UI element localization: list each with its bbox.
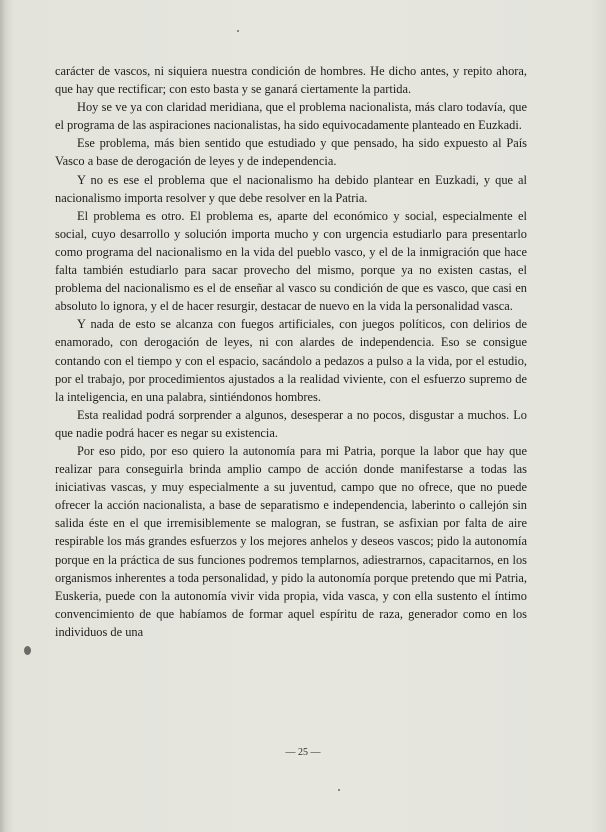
ink-speck — [338, 789, 340, 791]
body-text — [55, 62, 527, 641]
paragraph: carácter de vascos, ni siquiera nuestra condición de hombres. He dicho antes, y repito ahora, que hay que rectificar; con esto basta y se ganará ciertamente la partida. — [55, 64, 527, 97]
page-number: — 25 — — [285, 747, 321, 758]
paragraph: El problema es otro. El problema es, aparte del económico y social, especialmente el social, cuyo desarrollo y solución importa mucho y con urgencia estudiarlo para presentarlo como programa del nacionalismo en la vida del pueblo vasco, y el de la inmigración que hace falta también estudiarlo para sacar provecho del mismo, porque ya no existen castas, el problema del nacionalismo es el de enseñar al vasco su condición de que es vasco, que casi en absoluto lo ignora, y el de hacer resurgir, destacar de nuevo en la vida la personalidad vasca. — [55, 208, 527, 314]
paragraph: Y nada de esto se alcanza con fuegos artificiales, con juegos políticos, con delirios de enamorado, con derogación de leyes, ni con alardes de independencia. Eso se consigue contando con el tiempo y con el espacio, sacándolo a pedazos a pulso a la vida, por el estudio, por el trabajo, por procedimientos ajustados a la realidad viviente, con el esfuerzo supremo de la inteligencia, en una palabra, sintiéndonos hombres. — [55, 317, 527, 404]
paragraph: Por eso pido, por eso quiero la autonomía para mi Patria, porque la labor que hay que realizar para conseguirla brinda amplio campo de acción donde manifestarse a todas las iniciativas vascas, y muy especialmente a su juventud, campo que no ofrece, que no puede ofrecer la acción nacionalista, a base de separatismo e independencia, laberinto o callejón sin salida éste en el que irremisiblemente se malogran, se fustran, se asfixian por falta de aire respirable los más grandes esfuerzos y los mejores anhelos y deseos vascos; pido la autonomía porque en la práctica de sus funciones podremos templarnos, adiestrarnos, capacitarnos, en los organismos inherentes a toda personalidad, y pido la autonomía porque pretendo que mi Patria, Euskeria, puede con la autonomía vivir vida propia, vida vasca, y con ella sustento el íntimo convencimiento de que habíamos de formar aquel espíritu de raza, generador como en los individuos de una — [55, 443, 527, 639]
paragraph: Hoy se ve ya con claridad meridiana, que el problema nacionalista, más claro todavía, que el programa de las aspiraciones nacionalistas, ha sido equivocadamente planteado en Euzkadi. — [55, 100, 527, 133]
ink-speck — [24, 646, 31, 655]
paragraph: Esta realidad podrá sorprender a algunos, desesperar a no pocos, disgustar a muchos. Lo que nadie podrá hacer es negar su existencia. — [55, 407, 527, 440]
paragraph: Y no es ese el problema que el nacionalismo ha debido plantear en Euzkadi, y que al nacionalismo importa resolver y que debe resolver en la Patria. — [55, 172, 527, 205]
paragraph: Ese problema, más bien sentido que estudiado y que pensado, ha sido expuesto al País Vasco a base de derogación de leyes y de independencia. — [55, 136, 527, 169]
ink-speck — [237, 30, 239, 32]
